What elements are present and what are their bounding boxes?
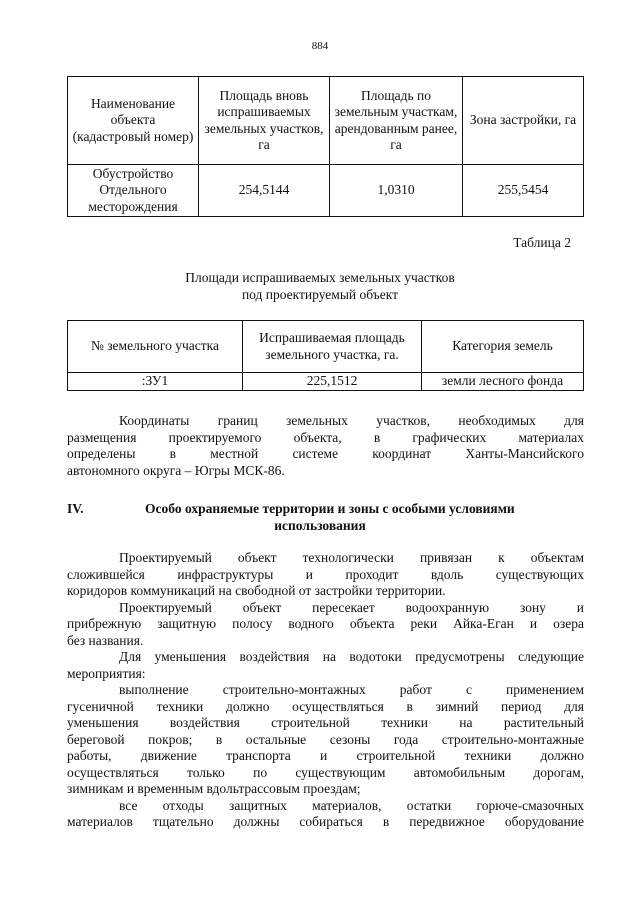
text-line: зимникам и временным вдольтрассовым проездам; [67, 781, 361, 796]
text-line: уменьшения воздействия строительной техники на растительный [67, 715, 584, 730]
table-cell: :ЗУ1 [68, 373, 243, 391]
table-cell: 254,5144 [199, 165, 330, 217]
text-line: выполнение строительно-монтажных работ с применением [119, 682, 584, 697]
text-line: коридоров коммуникаций на свободной от застройки территории. [67, 583, 446, 598]
text-line: сложившейся инфраструктуры и проходит вдоль существующих [67, 566, 584, 582]
table-cell: 1,0310 [330, 165, 463, 217]
text-line: Для уменьшения воздействия на водотоки предусмотрены следующие [119, 649, 584, 664]
page-number: 884 [311, 40, 329, 52]
table-cell: 225,1512 [243, 373, 422, 391]
paragraph [67, 413, 584, 479]
section-number: IV. [67, 501, 84, 516]
text-line: размещения проектируемого объекта, в графических материалах [67, 429, 584, 445]
text-line: Координаты границ земельных участков, необходимых для [119, 413, 584, 428]
table-header-cell: Испрашиваемая площадь земельного участка, га. [243, 321, 422, 373]
text-line: осуществляться только по существующим автомобильным дорогам, [67, 764, 584, 780]
body-text [67, 550, 584, 831]
table-header-cell: Зона застройки, га [463, 77, 584, 165]
area-table [67, 76, 584, 217]
table-header-cell: Площадь вновь испрашиваемых земельных участков, га [199, 77, 330, 165]
text-line: работы, движение транспорта и строительной техники должно [67, 748, 584, 763]
text-line: без названия. [67, 632, 144, 648]
table-header-row [68, 77, 584, 165]
text-line: Проектируемый объект пересекает водоохранную зону и [119, 599, 584, 615]
text-line: автономного округа – Югры МСК-86. [67, 462, 285, 478]
table-header-cell: № земельного участка [68, 321, 243, 373]
table-row [68, 165, 584, 217]
table-cell: Обустройство Отдельного месторождения [68, 165, 199, 217]
table-row [68, 373, 584, 391]
text-line: материалов тщательно должны собираться в передвижное оборудование [67, 814, 584, 829]
text-line: прибрежную защитную полосу водного объекта реки Айка-Еган и озера [67, 616, 584, 631]
text-line: гусеничной техники должно осуществляться в зимний период для [67, 698, 584, 714]
section-title: Особо охраняемые территории и зоны с особыми условиями [145, 501, 515, 516]
text-line: Проектируемый объект технологически привязан к объектам [119, 550, 584, 565]
table-cell: 255,5454 [463, 165, 584, 217]
table-header-cell: Наименование объекта (кадастровый номер) [68, 77, 199, 165]
table-header-cell: Категория земель [422, 321, 584, 373]
table-title: под проектируемый объект [241, 287, 399, 302]
table-cell: земли лесного фонда [422, 373, 584, 391]
table-title: Площади испрашиваемых земельных участков [185, 270, 455, 285]
table-header-row [68, 321, 584, 373]
text-line: береговой покров; в остальные сезоны года строительно-монтажные [67, 731, 584, 747]
table-header-cell: Площадь по земельным участкам, арендованным ранее, га [330, 77, 463, 165]
plots-table [67, 320, 584, 391]
table-label: Таблица 2 [513, 235, 571, 250]
section-title: использования [274, 518, 366, 533]
text-line: определены в местной системе координат Ханты-Мансийского [67, 446, 584, 461]
text-line: мероприятия: [67, 665, 146, 681]
text-line: все отходы защитных материалов, остатки горюче-смазочных [119, 797, 584, 813]
